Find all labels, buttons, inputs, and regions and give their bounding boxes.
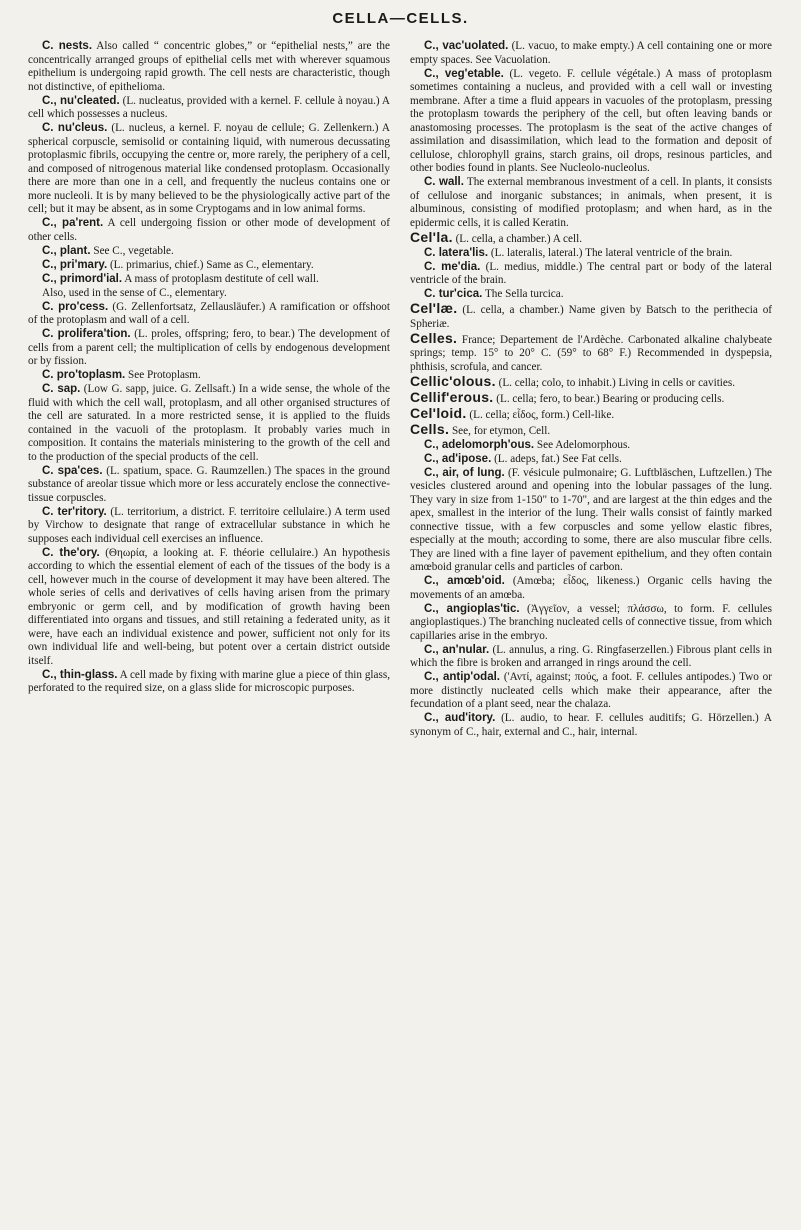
entry-definition: (L. cella, a chamber.) A cell. xyxy=(455,232,582,245)
dictionary-entry xyxy=(410,68,772,176)
dictionary-entry xyxy=(410,247,772,261)
dictionary-entry xyxy=(410,288,772,302)
dictionary-entry xyxy=(28,259,390,273)
entry-headword: C., pa'rent. xyxy=(42,217,104,229)
entry-headword: C. pro'toplasm. xyxy=(42,369,126,381)
dictionary-entry xyxy=(28,669,390,696)
entry-definition: (L. adeps, fat.) See Fat cells. xyxy=(494,452,622,465)
entry-definition: (Low G. sapp, juice. G. Zellsaft.) In a wide sense, the whole of the fluid with which the cell wall, protoplasm, and all other organised structures of the cell are saturated. In a more restricted sense, it is applied to the fluids contained in the vacuoli of the protoplasm. It probably varies much in composition. It contains the materials ministering to the growth of the cell and to the production of the special products of the cell. xyxy=(28,383,390,463)
entry-definition: (Θηωρία, a looking at. F. théorie cellulaire.) An hypothesis according to which the essential element of each of the tissues of the body is a cell, however much in the course of development it may have been altered. The whole series of cells and derivatives of cells having arisen from the primary embryonic or germ cell, and by modification of growth having been differentiated into organs and tissues, and still retaining a federated unity, as it were, have each an individual existence and power, sufficient not only for its own individual life and well-being, but potent over a certain district outside itself. xyxy=(28,546,390,667)
entry-headword: C., veg'etable. xyxy=(424,67,504,80)
entry-definition: (L. cella; fero, to bear.) Bearing or producing cells. xyxy=(496,392,725,405)
entry-definition: (L. cella, a chamber.) Name given by Batsch to the perithecia of Spheriæ. xyxy=(410,304,772,330)
dictionary-entry xyxy=(410,575,772,602)
entry-definition: (L. vegeto. F. cellule végétale.) A mass of protoplasm sometimes containing a nucleus, and provided with a cell wall or investing membrane. After a time a fluid appears in vacuoles of the protoplasm, pressing the protoplasm towards the periphery of the cell, but often leaving bands or anastomosing processes. The protoplasm is the seat of the active changes of assimilation and disassimilation, which lead to the formation and deposit of cellulose, chlorophyll grains, starch grains, oil drops, resinous particles, and other bodies found in plants. See Nucleolo-nucleolus. xyxy=(410,67,772,174)
entry-headword: C. sap. xyxy=(42,383,81,395)
dictionary-entry xyxy=(410,603,772,644)
dictionary-entry xyxy=(28,245,390,259)
dictionary-entry xyxy=(410,302,772,331)
dictionary-entry xyxy=(28,328,390,369)
dictionary-entry xyxy=(28,301,390,328)
entry-headword: C., thin-glass. xyxy=(42,668,118,681)
entry-definition: (L. nucleatus, provided with a kernel. F. cellule à noyau.) A cell which possesses a nucleus. xyxy=(28,94,390,120)
entry-headword: C. nu'cleus. xyxy=(42,122,108,134)
entry-definition: (L. primarius, chief.) Same as C., elementary. xyxy=(109,258,314,271)
dictionary-entry xyxy=(410,453,772,467)
entry-definition: (L. proles, offspring; fero, to bear.) The development of cells from a parent cell; the multiplication of cells by endogenous development or by fission. xyxy=(28,328,390,367)
page-header: CELLA—CELLS. xyxy=(332,10,469,27)
dictionary-entry xyxy=(410,439,772,453)
entry-definition: Also, used in the sense of C., elementary. xyxy=(42,286,227,299)
entry-headword: C. nests. xyxy=(42,40,93,52)
entry-headword: Cells. xyxy=(410,420,450,437)
entry-headword: Cel'la. xyxy=(410,228,453,245)
entry-headword: C., angioplas'tic. xyxy=(424,602,520,615)
entry-headword: C. me'dia. xyxy=(424,260,481,273)
entry-definition: (F. vésicule pulmonaire; G. Luftbläschen, Luftzellen.) The vesicles clustered around and opening into the lobular passages of the lung. They vary in size from 1-150" to 1-70", and are largest at the thin edges and the apex, smallest in the interior of the lung. Their walls consist of faintly marked connective tissue, with a few corpuscles and some yellow elastic fibres, especially at the mouth; according to some, there are also muscular fibre cells. They are lined with a fine layer of pavement epithelium, and they often contain amœboid granular cells and particles of carbon. xyxy=(410,466,772,573)
entry-definition: See C., vegetable. xyxy=(93,244,174,257)
entry-headword: C. tur'cica. xyxy=(424,288,483,300)
entry-definition: (L. lateralis, lateral.) The lateral ventricle of the brain. xyxy=(490,246,733,259)
entry-headword: C., vac'uolated. xyxy=(424,40,509,52)
entry-headword: C., air, of lung. xyxy=(424,466,505,479)
entry-headword: Cellic'olous. xyxy=(410,372,496,389)
entry-headword: Celles. xyxy=(410,329,458,346)
dictionary-entry xyxy=(410,712,772,739)
entry-definition: See Protoplasm. xyxy=(128,369,201,381)
entry-definition: ('Αντί, against; πούς, a foot. F. cellules antipodes.) Two or more distinctly nucleated cells which make their appearance, after the fecundation of a plant seed, near the chalaza. xyxy=(410,671,772,710)
entry-definition: (L. audio, to hear. F. cellules auditifs; G. Hörzellen.) A synonym of C., hair, external and C., hair, internal. xyxy=(410,712,772,738)
entry-definition: (L. cella; εἶδος, form.) Cell-like. xyxy=(469,408,615,421)
entry-headword: C. ter'ritory. xyxy=(42,505,107,518)
entry-definition: (Ἀγγεῖον, a vessel; πλάσσω, to form. F. cellules angioplastiques.) The branching nucleated cells of connective tissue, from which capillaries arise in the embryo. xyxy=(410,602,772,642)
dictionary-entry xyxy=(28,383,390,464)
dictionary-entry xyxy=(28,287,390,301)
dictionary-entry xyxy=(410,40,772,67)
entry-definition: (L. spatium, space. G. Raumzellen.) The spaces in the ground substance of areolar tissue which more or less accurately enclose the connective-tissue corpuscles. xyxy=(28,464,390,504)
dictionary-entry xyxy=(28,95,390,122)
entry-definition: (Amœba; εἶδος, likeness.) Organic cells having the movements of an amœba. xyxy=(410,575,772,601)
entry-definition: Also called “ concentric globes,” or “epithelial nests,” are the concentrically arranged groups of epithelial cells met with wherever squamous epithelium is undergoing rapid growth. The cell nests are characteristic, though not distinctive, of epithelioma. xyxy=(28,40,390,93)
entry-headword: C., ad'ipose. xyxy=(424,452,492,465)
entry-headword: C., nu'cleated. xyxy=(42,94,120,107)
entry-definition: (L. nucleus, a kernel. F. noyau de cellule; G. Zellenkern.) A spherical corpuscle, semisolid or containing liquid, with numerous decussating protoplasmic fibrils, occupying the centre or, more rarely, the periphery of a cell, and composed of nitrogenous material like condensed protoplasm. Occasionally there are more than one in a cell, and frequently the nucleus contains one or more nucleoli. It is by many believed to be the physiologically active part of the cell; but it may be absent, as in some Cryptogams and in low animal forms. xyxy=(28,122,390,215)
entry-headword: C. prolifera'tion. xyxy=(42,328,131,340)
entry-definition: (L. vacuo, to make empty.) A cell containing one or more empty spaces. See Vacuolation. xyxy=(410,40,772,66)
entry-definition: A cell undergoing fission or other mode of development of other cells. xyxy=(28,217,390,243)
dictionary-entry xyxy=(28,369,390,383)
entry-definition: See Adelomorphous. xyxy=(536,438,631,451)
entry-definition: (L. cella; colo, to inhabit.) Living in cells or cavities. xyxy=(498,376,736,389)
entry-headword: C., an'nular. xyxy=(424,643,490,656)
entry-headword: C., pri'mary. xyxy=(42,258,108,271)
dictionary-entry xyxy=(410,176,772,230)
dictionary-entry xyxy=(410,467,772,575)
dictionary-entry xyxy=(28,547,390,669)
entry-headword: C. spa'ces. xyxy=(42,464,103,477)
left-column xyxy=(28,40,390,1220)
entry-definition: (L. annulus, a ring. G. Ringfaserzellen.) Fibrous plant cells in which the fibre is broken and arranged in rings around the cell. xyxy=(410,643,772,669)
dictionary-entry xyxy=(410,404,772,423)
dictionary-entry xyxy=(410,228,772,247)
dictionary-entry xyxy=(410,671,772,712)
entry-definition: The external membranous investment of a cell. In plants, it consists of cellulose and inorganic substances; in animals, when present, it is albuminous, consisting of modified protoplasm; and when hard, as in the epidermic cells, it is called Keratin. xyxy=(410,176,772,229)
entry-definition: The Sella turcica. xyxy=(484,288,564,300)
entry-headword: Cel'læ. xyxy=(410,300,458,316)
entry-headword: Cel'loid. xyxy=(410,404,467,421)
entry-definition: See, for etymon, Cell. xyxy=(451,424,551,437)
entry-headword: C. latera'lis. xyxy=(424,246,489,259)
entry-headword: C., aud'itory. xyxy=(424,712,496,724)
entry-headword: C., adelomorph'ous. xyxy=(424,438,535,451)
dictionary-entry xyxy=(410,329,772,375)
entry-definition: A mass of protoplasm destitute of cell wall. xyxy=(124,272,319,285)
dictionary-entry xyxy=(28,217,390,244)
entry-definition: (L. territorium, a district. F. territoire cellulaire.) A term used by Virchow to designate that range of extracellular substance in which he supposes each individual cell exercises an influence. xyxy=(28,505,390,545)
dictionary-entry xyxy=(410,261,772,288)
entry-headword: C., amœb'oid. xyxy=(424,575,505,587)
entry-headword: C. wall. xyxy=(424,176,464,188)
entry-headword: C., primord'ial. xyxy=(42,272,123,285)
entry-headword: C., antip'odal. xyxy=(424,671,500,683)
dictionary-entry xyxy=(28,465,390,506)
entry-definition: France; Departement de l'Ardèche. Carbonated alkaline chalybeate springs; temp. 15° to 20° C. (59° to 68° F.) Recommended in dyspepsia, phthisis, scrofula, and cancer. xyxy=(410,333,772,373)
dictionary-entry xyxy=(28,40,390,94)
entry-definition: A cell made by fixing with marine glue a piece of thin glass, perforated to the required size, on a glass slide for microscopic purposes. xyxy=(28,668,390,694)
dictionary-entry xyxy=(28,122,390,217)
entry-headword: C., plant. xyxy=(42,244,91,257)
dictionary-entry xyxy=(28,273,390,287)
right-column xyxy=(410,40,772,1220)
entry-definition: (L. medius, middle.) The central part or body of the lateral ventricle of the brain. xyxy=(410,260,772,286)
dictionary-entry xyxy=(410,644,772,671)
entry-headword: Cellif'erous. xyxy=(410,388,494,405)
dictionary-entry xyxy=(28,506,390,547)
entry-headword: C. pro'cess. xyxy=(42,300,109,313)
entry-definition: (G. Zellenfortsatz, Zellausläufer.) A ramification or offshoot of the protoplasm and wall of a cell. xyxy=(28,300,390,326)
dictionary-entry xyxy=(410,420,772,439)
entry-headword: C. the'ory. xyxy=(42,546,100,559)
